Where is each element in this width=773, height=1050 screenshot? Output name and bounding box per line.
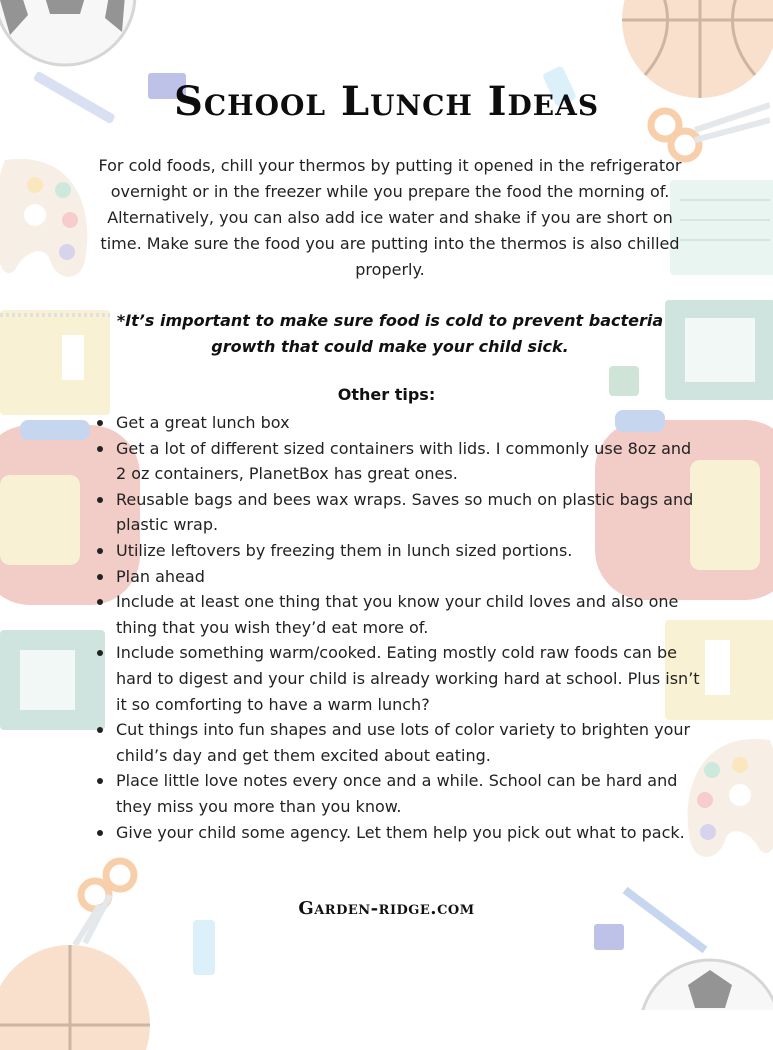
- warning-note: *It’s important to make sure food is cold to prevent bacteria growth that could make your child sick.: [116, 311, 664, 356]
- glue-stick-icon: [185, 915, 225, 985]
- soccer-ball-icon: [640, 950, 773, 1010]
- list-item: Reusable bags and bees wax wraps. Saves so much on plastic bags and plastic wrap.: [95, 487, 700, 538]
- compass-icon: [615, 880, 715, 960]
- site-footer-link: Garden-ridge.com: [298, 898, 475, 919]
- basketball-icon: [0, 930, 180, 1050]
- tips-heading: Other tips:: [337, 385, 436, 404]
- list-item: Place little love notes every once and a while. School can be hard and they miss you more than you know.: [95, 768, 700, 819]
- page-title: School Lunch Ideas: [173, 78, 600, 125]
- list-item: Get a lot of different sized containers with lids. I commonly use 8oz and 2 oz containers, PlanetBox has great ones.: [95, 436, 700, 487]
- list-item: Include at least one thing that you know your child loves and also one thing that you wish they’d eat more of.: [95, 589, 700, 640]
- intro-paragraph: For cold foods, chill your thermos by putting it opened in the refrigerator overnight or in the freezer while you prepare the food the morning of. Alternatively, you can also add ice water and shake if you are short on time. Make sure the food you are putting into the thermos is also chilled properly.: [98, 156, 682, 279]
- list-item: Plan ahead: [95, 564, 700, 590]
- list-item: Get a great lunch box: [95, 410, 700, 436]
- list-item: Give your child some agency. Let them help you pick out what to pack.: [95, 820, 700, 846]
- notebook-icon: [0, 625, 110, 735]
- list-item: Cut things into fun shapes and use lots of color variety to brighten your child’s day and get them excited about eating.: [95, 717, 700, 768]
- paint-palette-icon: [0, 150, 95, 290]
- list-item: Include something warm/cooked. Eating mostly cold raw foods can be hard to digest and your child is already working hard at school. Plus isn’t it so comforting to have a warm lunch?: [95, 640, 700, 717]
- list-item: Utilize leftovers by freezing them in lunch sized portions.: [95, 538, 700, 564]
- binder-clip-icon: [590, 920, 630, 960]
- tips-list: [95, 410, 700, 845]
